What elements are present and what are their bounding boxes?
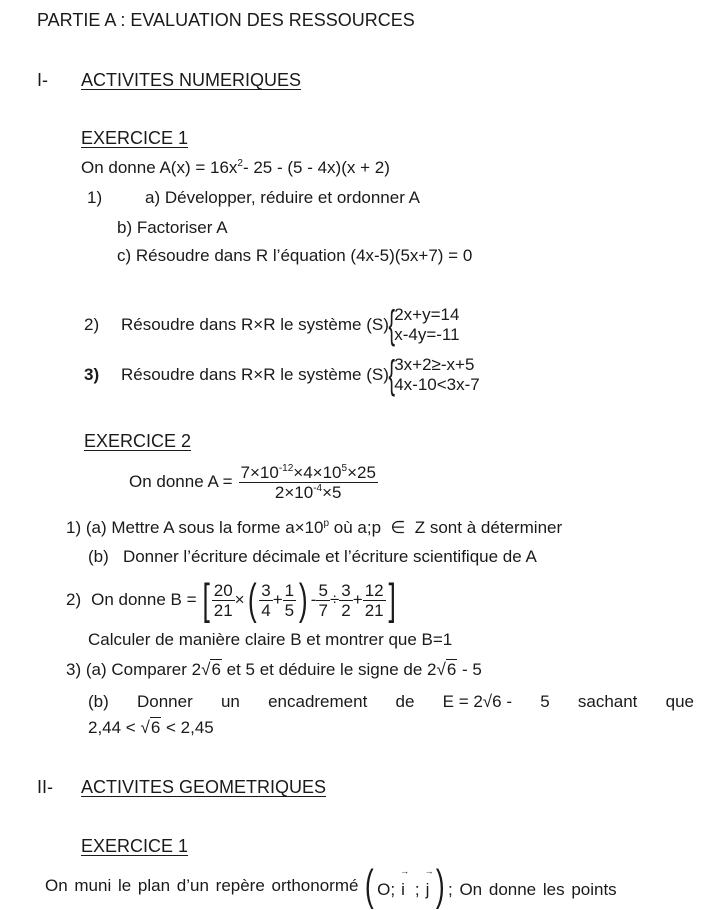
numerator: 12 — [364, 580, 384, 600]
word: Donner — [136, 692, 193, 711]
operator: + — [272, 590, 283, 609]
word: (b) — [88, 692, 109, 711]
question-number: 3) — [84, 365, 100, 384]
section-title: ACTIVITES NUMERIQUES — [81, 70, 302, 90]
denominator: 21 — [213, 600, 233, 620]
equation: x-4y=-11 — [394, 325, 460, 344]
question-3 — [84, 353, 480, 397]
question-1b: b) Factoriser A — [117, 218, 228, 237]
exponent: -12 — [278, 462, 294, 474]
exponent: 2 — [237, 158, 243, 169]
fraction — [259, 581, 272, 620]
fraction — [339, 581, 352, 620]
ex1-intro — [81, 158, 390, 178]
expression-label: On donne B = — [91, 590, 197, 609]
brace: { — [388, 303, 395, 347]
geo-intro — [45, 861, 617, 910]
fraction — [283, 581, 296, 620]
part-title: PARTIE A : EVALUATION DES RESSOURCES — [37, 10, 415, 30]
left-paren: ( — [365, 861, 375, 910]
question-number: 2) — [84, 315, 100, 334]
expression-b — [66, 577, 398, 623]
exercise-title: EXERCICE 1 — [81, 128, 189, 148]
exponent: p — [323, 518, 330, 529]
exponent: -4 — [313, 482, 323, 494]
operator: + — [352, 590, 363, 609]
fraction — [212, 581, 235, 620]
numerator: 1 — [284, 580, 295, 600]
bound-text: < 2,45 — [161, 718, 214, 737]
radicand: 6 — [211, 660, 221, 679]
word: sachant — [577, 692, 638, 711]
left-paren: ( — [247, 575, 257, 624]
left-bracket: [ — [201, 575, 210, 624]
question-text: et 5 et déduire le signe de 2 — [221, 660, 437, 679]
right-bracket: ] — [388, 575, 396, 624]
sqrt: √6 — [436, 660, 457, 679]
question-text: Résoudre dans R×R le système (S) — [121, 315, 389, 334]
intro-text: - 25 - (5 - 4x)(x + 2) — [242, 158, 390, 177]
question-text: où a;p ∈ Z sont à déterminer — [329, 518, 563, 537]
denominator — [239, 483, 378, 502]
inequation: 4x-10<3x-7 — [394, 375, 480, 394]
intro-text: ; On donne les points — [448, 880, 617, 899]
ex2-question-1a — [66, 518, 562, 538]
word: que — [665, 692, 694, 711]
fraction — [239, 463, 378, 502]
ex2-question-2-calc: Calculer de manière claire B et montrer que B=1 — [88, 630, 453, 649]
operator: × — [234, 590, 245, 609]
denominator: 2 — [341, 600, 351, 620]
sqrt: √6 — [201, 660, 221, 679]
right-paren: ) — [299, 575, 308, 624]
inequation: 3x+2≥-x+5 — [394, 355, 475, 374]
right-paren: ) — [436, 861, 446, 910]
question-2 — [84, 303, 460, 347]
vector-j: → j — [426, 880, 430, 900]
origin: O; — [377, 880, 396, 899]
equation: 2x+y=14 — [394, 305, 460, 324]
radicand: 6 — [446, 660, 457, 679]
word: 5 — [540, 692, 550, 711]
numerator: 5 — [318, 580, 328, 600]
vector-i: → i — [401, 880, 405, 900]
operator: ÷ — [329, 590, 340, 609]
section-title: ACTIVITES GEOMETRIQUES — [81, 777, 327, 797]
term: ×5 — [322, 482, 342, 502]
brace: { — [388, 353, 395, 397]
exponent: 5 — [341, 462, 348, 474]
ex2-question-3b — [88, 692, 694, 712]
ex2-question-3b-bounds — [88, 718, 214, 738]
term: 7×10 — [240, 462, 279, 482]
question-number: 1) — [87, 188, 103, 207]
ex2-question-3a — [66, 660, 482, 680]
system — [394, 305, 459, 345]
word: un — [220, 692, 240, 711]
question-number: 2) — [66, 590, 82, 609]
denominator: 5 — [284, 600, 295, 620]
question-text: 1) (a) Mettre A sous la forme a×10 — [66, 518, 324, 537]
separator: ; — [414, 880, 420, 899]
operator: - — [310, 590, 317, 609]
numerator: 3 — [261, 580, 271, 600]
denominator: 4 — [261, 600, 271, 620]
ex2-question-1b: (b) Donner l’écriture décimale et l’écriture scientifique de A — [88, 547, 537, 566]
bound-text: 2,44 < — [88, 718, 141, 737]
term: ×4×10 — [293, 462, 342, 482]
word: encadrement — [268, 692, 368, 711]
exercise-title: EXERCICE 1 — [81, 836, 189, 856]
denominator: 21 — [364, 600, 384, 620]
intro-text: On muni le plan d’un repère orthonormé — [45, 876, 359, 895]
section-number: I- — [37, 70, 48, 90]
question-1a: a) Développer, réduire et ordonner A — [145, 188, 421, 207]
radicand: 6 — [150, 718, 161, 737]
system — [394, 355, 480, 395]
term: 2×10 — [274, 482, 314, 502]
expression-a — [129, 460, 378, 504]
word: E = 2√6 - — [442, 692, 512, 711]
word: de — [395, 692, 415, 711]
sqrt: √6 — [140, 718, 161, 737]
denominator: 7 — [318, 600, 328, 620]
fraction — [363, 581, 386, 620]
question-text: 3) (a) Comparer 2 — [66, 660, 202, 679]
question-1c: c) Résoudre dans R l’équation (4x-5)(5x+7) = 0 — [117, 246, 473, 265]
numerator — [239, 463, 378, 483]
term: ×25 — [347, 462, 376, 482]
question-text: Résoudre dans R×R le système (S) — [121, 365, 389, 384]
exercise-title: EXERCICE 2 — [84, 431, 192, 451]
numerator: 3 — [341, 580, 351, 600]
fraction — [316, 581, 329, 620]
expression-label: On donne A = — [129, 472, 233, 491]
section-number: II- — [37, 777, 53, 797]
numerator: 20 — [213, 580, 233, 600]
question-text: - 5 — [457, 660, 482, 679]
intro-text: On donne A(x) = 16x — [81, 158, 238, 177]
